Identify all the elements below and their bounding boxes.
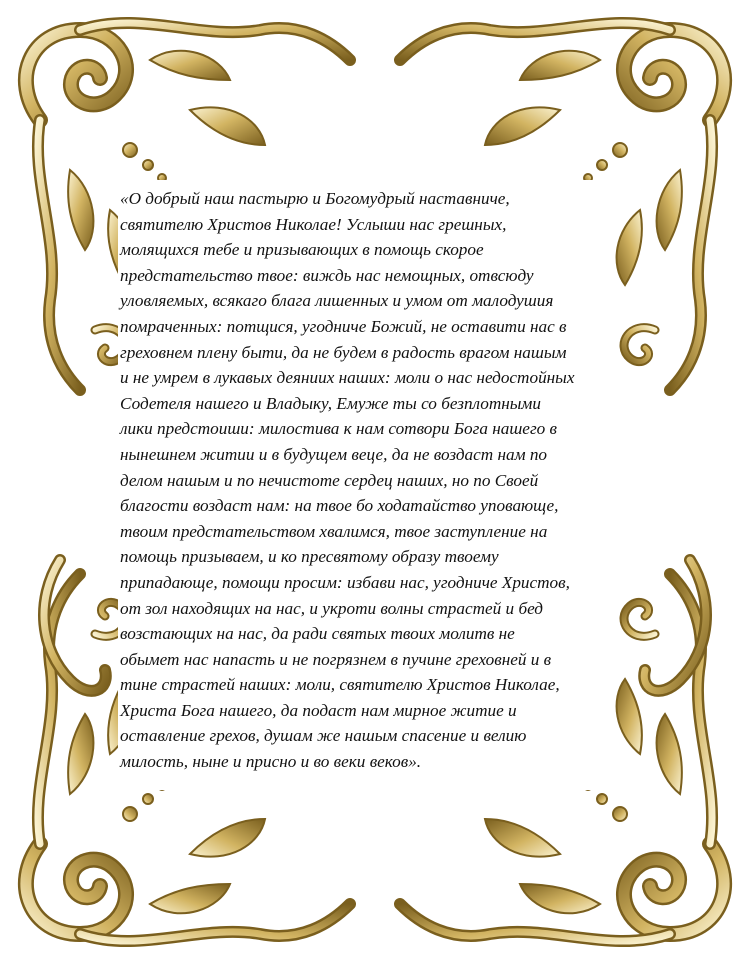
prayer-line: обымет нас напасть и не погрязнем в пучине греховней и в bbox=[120, 649, 552, 669]
prayer-line: лики предстоиши: милостива к нам сотвори Бога нашего в bbox=[120, 419, 557, 439]
prayer-line: греховнем плену быти, да не будем в радость врагом нашым bbox=[120, 342, 567, 362]
prayer-line: предстательство твое: виждь нас немощных, отвсюду bbox=[120, 265, 534, 285]
prayer-line: тине страстей наших: моли, святителю Христов Николае, bbox=[120, 675, 560, 695]
prayer-line: благости воздаст нам: на твое бо ходатайство уповающе, bbox=[120, 496, 559, 516]
prayer-line: помощь призываем, и ко пресвятому образу твоему bbox=[120, 547, 499, 567]
prayer-line: помраченных: потщися, угодниче Божий, не оставити нас в bbox=[120, 316, 567, 336]
prayer-line: святителю Христов Николае! Услыши нас грешных, bbox=[120, 214, 507, 234]
prayer-text bbox=[120, 186, 610, 775]
prayer-line: милость, ныне и присно и во веки веков». bbox=[120, 752, 422, 772]
prayer-line: возстающих на нас, да ради святых твоих молитв не bbox=[120, 624, 515, 644]
prayer-line: делом нашым и по нечистоте сердец наших, но по Своей bbox=[120, 470, 539, 490]
prayer-line: «О добрый наш пастырю и Богомудрый наставниче, bbox=[120, 189, 510, 208]
prayer-line: молящихся тебе и призывающих в помощь скорое bbox=[120, 240, 484, 260]
prayer-line: оставление грехов, душам же нашым спасение и велию bbox=[120, 726, 527, 746]
prayer-line: и не умрем в лукавых деяниих наших: моли о нас недостойных bbox=[120, 368, 575, 388]
prayer-line: Христа Бога нашего, да подаст нам мирное житие и bbox=[120, 700, 517, 720]
prayer-line: нынешнем житии и в будущем веце, да не воздаст нам по bbox=[120, 444, 548, 464]
prayer-line: от зол находящих на нас, и укроти волны страстей и бед bbox=[120, 598, 543, 618]
prayer-line: уловляемых, всякаго блага лишенных и умом от малодушия bbox=[120, 291, 554, 311]
prayer-line: Содетеля нашего и Владыку, Емуже ты со безплотными bbox=[120, 393, 541, 413]
prayer-line: твоим предстательством хвалимся, твое заступление на bbox=[120, 521, 548, 541]
prayer-line: припадающе, помощи просим: избави нас, угодниче Христов, bbox=[120, 572, 570, 592]
